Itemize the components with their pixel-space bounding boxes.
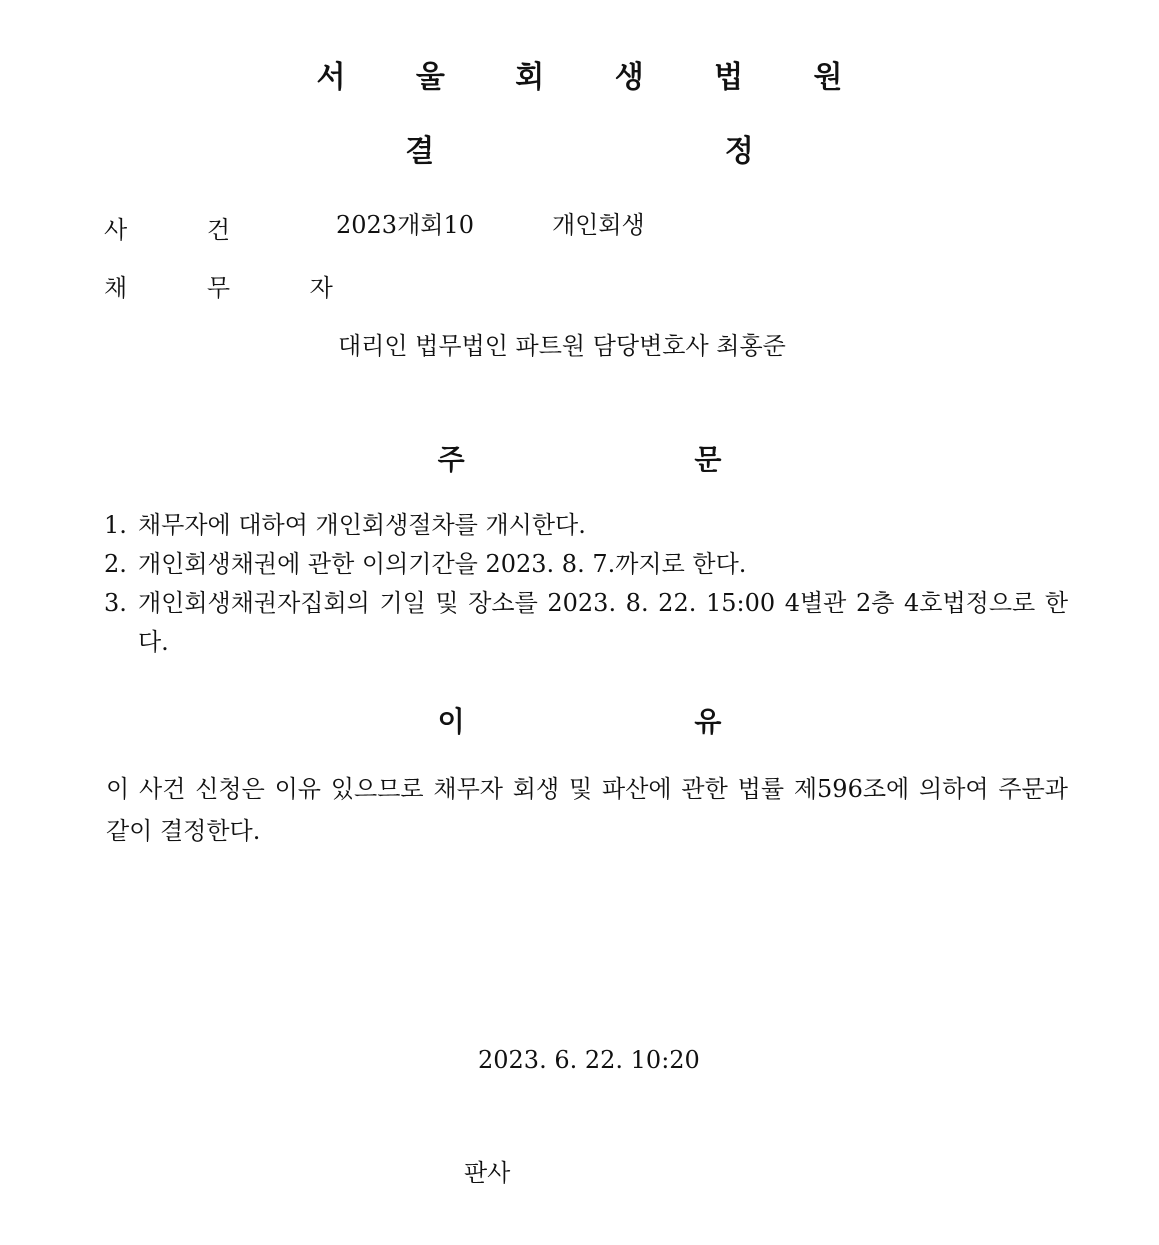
case-number: 2023개회10 [336, 211, 474, 239]
debtor-label: 채 무 자 [104, 274, 369, 302]
order-item [104, 506, 1068, 545]
decision-datetime: 2023. 6. 22. 10:20 [478, 1046, 700, 1074]
document-title: 결 정 [405, 134, 894, 169]
order-item-text: 개인회생채권자집회의 기일 및 장소를 2023. 8. 22. 15:00 4별관 2층 4호법정으로 한다. [138, 589, 1068, 656]
order-item [104, 584, 1068, 662]
order-item-number: 1. [104, 511, 127, 539]
order-section-title: 주 문 [437, 443, 832, 476]
judge-label: 판사 [464, 1159, 511, 1187]
debtor-agent: 대리인 법무법인 파트원 담당변호사 최홍준 [338, 332, 786, 360]
order-item-text: 개인회생채권에 관한 이의기간을 2023. 8. 7.까지로 한다. [138, 550, 747, 578]
case-type: 개인회생 [552, 211, 645, 239]
order-item-number: 3. [104, 589, 127, 617]
reason-text: 이 사건 신청은 이유 있으므로 채무자 회생 및 파산에 관한 법률 제596조에 의하여 주문과 같이 결정한다. [106, 775, 1068, 845]
case-label: 사 건 [104, 216, 266, 244]
order-list [104, 506, 1068, 662]
court-name: 서 울 회 생 법 원 [316, 60, 873, 95]
order-item [104, 545, 1068, 584]
order-item-number: 2. [104, 550, 127, 578]
order-item-text: 채무자에 대하여 개인회생절차를 개시한다. [138, 511, 586, 539]
reason-section-title: 이 유 [437, 705, 832, 738]
